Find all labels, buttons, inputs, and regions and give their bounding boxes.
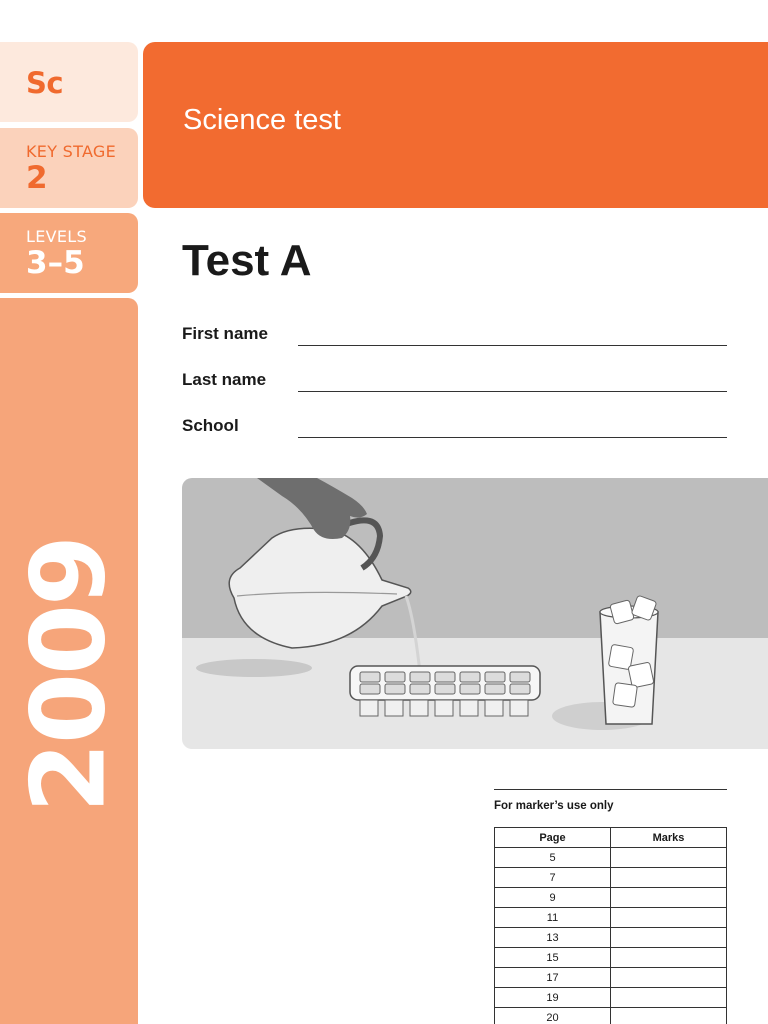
table-row bbox=[495, 948, 727, 968]
marker-caption: For marker’s use only bbox=[494, 800, 614, 812]
page-column-header: Page bbox=[495, 828, 611, 848]
marks-cell[interactable] bbox=[611, 968, 727, 988]
table-row bbox=[495, 908, 727, 928]
page-number: 9 bbox=[495, 888, 611, 908]
school-label: School bbox=[182, 416, 239, 435]
table-row bbox=[495, 928, 727, 948]
pouring-water-illustration bbox=[182, 478, 768, 749]
header-band bbox=[143, 42, 768, 208]
page-number: 19 bbox=[495, 988, 611, 1008]
key-stage-block bbox=[0, 128, 138, 208]
marks-cell[interactable] bbox=[611, 868, 727, 888]
marks-cell[interactable] bbox=[611, 908, 727, 928]
year-label: 2009 bbox=[9, 537, 129, 813]
marks-cell[interactable] bbox=[611, 1008, 727, 1024]
last-name-field[interactable] bbox=[182, 370, 727, 394]
table-row bbox=[495, 868, 727, 888]
table-row bbox=[495, 988, 727, 1008]
marks-table bbox=[494, 827, 727, 1024]
first-name-label: First name bbox=[182, 324, 268, 343]
page-number: 11 bbox=[495, 908, 611, 928]
cover-illustration bbox=[182, 478, 768, 749]
table-row bbox=[495, 848, 727, 868]
table-row bbox=[495, 968, 727, 988]
test-title: Test A bbox=[182, 236, 312, 285]
marks-cell[interactable] bbox=[611, 928, 727, 948]
marks-table-header bbox=[495, 828, 727, 848]
marks-column-header: Marks bbox=[611, 828, 727, 848]
page-number: 7 bbox=[495, 868, 611, 888]
marks-cell[interactable] bbox=[611, 988, 727, 1008]
subject-block bbox=[0, 42, 138, 122]
page-number: 15 bbox=[495, 948, 611, 968]
levels-value: 3–5 bbox=[26, 245, 85, 281]
last-name-line[interactable] bbox=[298, 391, 727, 392]
key-stage-value: 2 bbox=[26, 160, 48, 196]
marks-cell[interactable] bbox=[611, 888, 727, 908]
page-number: 20 bbox=[495, 1008, 611, 1024]
school-field[interactable] bbox=[182, 416, 727, 440]
page-number: 5 bbox=[495, 848, 611, 868]
key-stage-label: KEY STAGE bbox=[26, 142, 117, 161]
levels-label: LEVELS bbox=[26, 227, 87, 246]
table-row bbox=[495, 1008, 727, 1024]
table-row bbox=[495, 888, 727, 908]
marker-divider bbox=[494, 789, 727, 790]
first-name-field[interactable] bbox=[182, 324, 727, 348]
school-line[interactable] bbox=[298, 437, 727, 438]
page-number: 13 bbox=[495, 928, 611, 948]
header-title: Science test bbox=[183, 104, 341, 136]
marks-cell[interactable] bbox=[611, 848, 727, 868]
page-number: 17 bbox=[495, 968, 611, 988]
subject-code: Sc bbox=[26, 66, 64, 100]
marks-cell[interactable] bbox=[611, 948, 727, 968]
levels-block bbox=[0, 213, 138, 293]
first-name-line[interactable] bbox=[298, 345, 727, 346]
last-name-label: Last name bbox=[182, 370, 267, 389]
